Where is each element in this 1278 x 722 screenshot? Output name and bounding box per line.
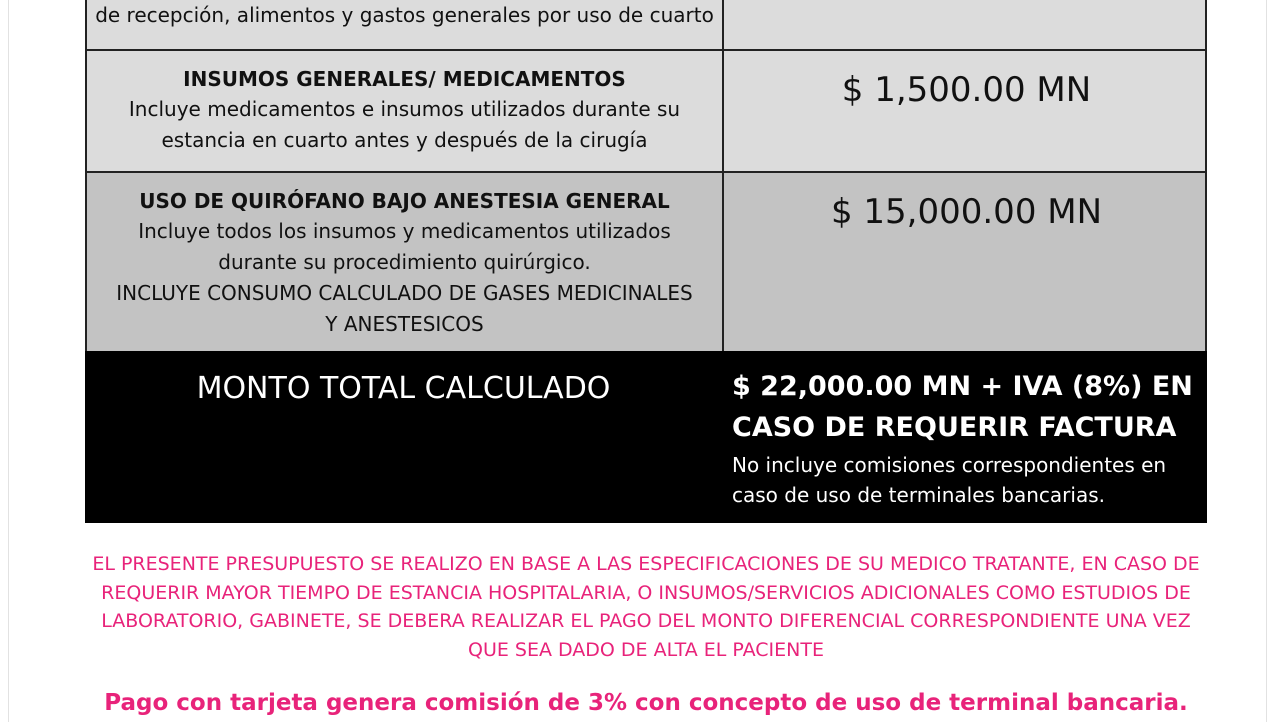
price-cell xyxy=(724,0,1209,49)
total-amount: $ 22,000.00 MN + IVA (8%) EN xyxy=(732,371,1193,402)
price-cell xyxy=(724,51,1209,171)
item-title: INSUMOS GENERALES/ MEDICAMENTOS xyxy=(183,67,626,91)
concept-cell xyxy=(87,0,724,49)
disclaimer-line: LABORATORIO, GABINETE, SE DEBERA REALIZAR EL PAGO DEL MONTO DIFERENCIAL CORRESPONDIENTE UNA VEZ xyxy=(101,610,1191,632)
budget-disclaimer xyxy=(85,550,1207,664)
total-row xyxy=(85,351,1207,523)
concept-cell xyxy=(87,173,724,351)
item-description: INCLUYE CONSUMO CALCULADO DE GASES MEDICINALES xyxy=(116,281,693,305)
item-price: $ 1,500.00 MN xyxy=(841,70,1092,110)
total-note xyxy=(732,450,1202,510)
card-fee-note: Pago con tarjeta genera comisión de 3% con concepto de uso de terminal bancaria. xyxy=(104,690,1188,716)
disclaimer-line: REQUERIR MAYOR TIEMPO DE ESTANCIA HOSPITALARIA, O INSUMOS/SERVICIOS ADICIONALES COMO ESTUDIOS DE xyxy=(101,581,1191,604)
table-row xyxy=(85,51,1207,173)
item-description: Incluye todos los insumos y medicamentos utilizados xyxy=(138,219,671,243)
page-left-edge xyxy=(8,0,9,722)
total-amount: CASO DE REQUERIR FACTURA xyxy=(732,412,1177,443)
item-description: Y ANESTESICOS xyxy=(325,312,484,336)
concept-cell xyxy=(87,51,724,171)
item-price: $ 15,000.00 MN xyxy=(830,192,1103,232)
item-description: de recepción, alimentos y gastos generales por uso de cuarto xyxy=(95,3,714,27)
item-description: estancia en cuarto antes y después de la cirugía xyxy=(161,128,648,152)
price-cell xyxy=(724,173,1209,351)
total-note-line: caso de uso de terminales bancarias. xyxy=(732,483,1105,507)
total-label: MONTO TOTAL CALCULADO xyxy=(196,371,611,406)
table-row xyxy=(85,173,1207,351)
item-description: durante su procedimiento quirúrgico. xyxy=(218,250,591,274)
item-title: USO DE QUIRÓFANO BAJO ANESTESIA GENERAL xyxy=(139,189,670,213)
page-right-edge xyxy=(1266,0,1267,722)
total-note-line: No incluye comisiones correspondientes en xyxy=(732,453,1167,477)
item-description: Incluye medicamentos e insumos utilizados durante su xyxy=(128,97,681,121)
table-row xyxy=(85,0,1207,51)
total-amount-block xyxy=(732,366,1202,510)
disclaimer-line: QUE SEA DADO DE ALTA EL PACIENTE xyxy=(468,638,824,661)
disclaimer-line: EL PRESENTE PRESUPUESTO SE REALIZO EN BASE A LAS ESPECIFICACIONES DE SU MEDICO TRATANTE, EN CASO DE xyxy=(92,553,1200,575)
